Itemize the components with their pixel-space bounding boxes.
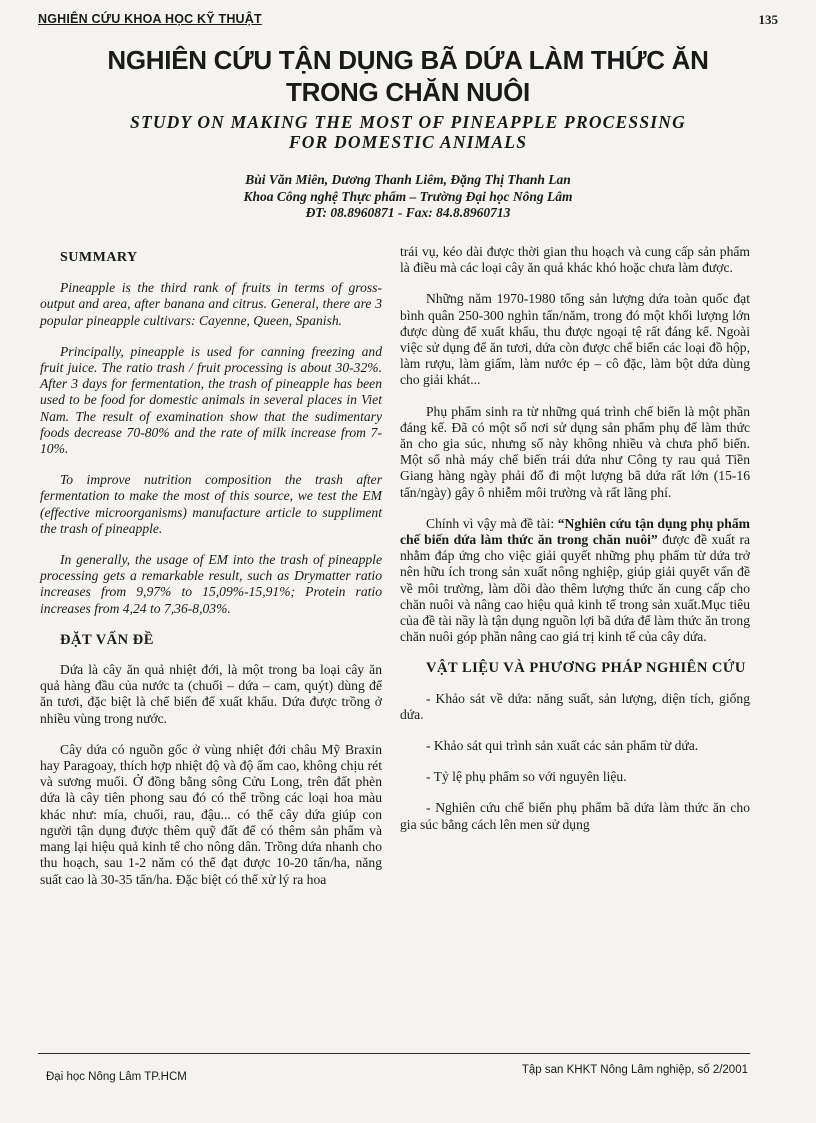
title-english-line-1: STUDY ON MAKING THE MOST OF PINEAPPLE PROCESSING (130, 112, 686, 132)
topic-rest: được đề xuất ra nhằm đáp ứng cho việc giải quyết những phụ phẩm từ dứa trở nên hữu ích trong sản xuất nông nghiệp, giúp giải quyết vấn đề về môi trường, làm dồi dào thêm lượng thức ăn cung cấp cho chăn nuôi và nâng cao hiệu quả kinh tế trong sản xuất.Mục tiêu của đề tài nầy là tận dụng nguồn lợi bã dứa để làm thức ăn trong chăn nuôi góp phần nâng cao giá trị kinh tế của cây dứa. (400, 532, 750, 645)
intro-continuation: trái vụ, kéo dài được thời gian thu hoạch và cung cấp sản phẩm là điều mà các loại cây ăn quả khác khó hoặc chưa làm được. (400, 244, 750, 276)
title-vietnamese (30, 44, 786, 108)
footer-rule (38, 1053, 750, 1054)
intro-paragraph: Dứa là cây ăn quả nhiệt đới, là một trong ba loại cây ăn quả hàng đầu của nước ta (chuối – dứa – cam, quýt) dùng để ăn tươi, đặc biệt là chế biến để xuất khẩu. Dứa được trồng ở nhiều vùng trong nước. (40, 662, 382, 726)
summary-paragraph: To improve nutrition composition the trash after fermentation to make the most of this source, we test the EM (effective microorganisms) manufacture article to suppliment the trash of pineapple. (40, 472, 382, 536)
byline (60, 172, 756, 222)
methods-item: - Khảo sát qui trình sản xuất các sản phẩm từ dứa. (426, 738, 699, 754)
summary-heading: SUMMARY (60, 250, 138, 265)
methods-heading: VẬT LIỆU VÀ PHƯƠNG PHÁP NGHIÊN CỨU (426, 660, 746, 677)
title-english (30, 112, 786, 152)
intro-paragraph: Những năm 1970-1980 tổng sản lượng dứa toàn quốc đạt bình quân 250-300 nghìn tấn/năm, trong đó một khối lượng lớn được dùng để xuất khẩu, thu được ngoại tệ rất đáng kể. Ngoài việc sử dụng để ăn tươi, dứa còn được chế biến các loại đồ hộp, làm rượu, làm giấm, làm nước ép – cô đặc, làm bột dứa dùng cho giải khát... (400, 291, 750, 388)
right-column (400, 244, 750, 848)
methods-item: - Nghiên cứu chế biến phụ phẩm bã dứa làm thức ăn cho gia súc bằng cách lên men sử dụng (400, 800, 750, 832)
contact-info: ĐT: 08.8960871 - Fax: 84.8.8960713 (305, 205, 511, 220)
footer-institution: Đại học Nông Lâm TP.HCM (46, 1071, 187, 1083)
summary-paragraph: In generally, the usage of EM into the trash of pineapple processing gets a remarkable result, such as Drymatter ratio increases from 9,97% to 15,09%-15,91%; Protein ratio increases from 4,24 to 7,36-8,03%. (40, 552, 382, 616)
summary-paragraph: Principally, pineapple is used for canning freezing and fruit juice. The ratio trash / fruit processing is about 30-32%. After 3 days for fermentation, the trash of pineapple has been used to be food for domestic animals in several places in Viet Nam. The result of examination show that the sudimentary foods decrease 70-80% and the rate of milk increase from 7-10%. (40, 343, 382, 457)
summary-paragraph: Pineapple is the third rank of fruits in terms of gross-output and area, after banana and citrus. General, there are 3 popular pineapple cultivars: Cayenne, Queen, Spanish. (40, 280, 382, 328)
left-column (40, 244, 382, 903)
running-head (38, 10, 778, 30)
journal-section-name: NGHIÊN CỨU KHOA HỌC KỸ THUẬT (38, 12, 262, 26)
topic-title: “Nghiên cứu tận dụng phụ phẩm chế biến dứa làm thức ăn trong chăn nuôi” (400, 515, 750, 548)
authors: Bùi Văn Miên, Dương Thanh Liêm, Đặng Thị Thanh Lan (245, 172, 571, 187)
title-vietnamese-line-1: NGHIÊN CỨU TẬN DỤNG BÃ DỨA LÀM THỨC ĂN (107, 45, 709, 75)
summary-body (40, 280, 382, 617)
topic-lead: Chính vì vậy mà đề tài: (426, 515, 558, 531)
intro-paragraph: Cây dứa có nguồn gốc ở vùng nhiệt đới châu Mỹ Braxin hay Paragoay, thích hợp nhiệt độ và độ ẩm cao, không chịu rét và sương muối. Ở đồng bằng sông Cửu Long, trên đất phèn dứa là cây tiên phong sau đó có thể trồng các loại hoa màu khác như: mía, chuối, rau, đậu... có thể cây dứa giúp con người tận dụng được thêm quỹ đất để có thêm sản phẩm và mang lại hiệu quả kinh tế cho nông dân. Trồng dứa nhanh cho thu hoạch, sau 1-2 năm có thể đạt được 10-20 tấn/ha, năng suất cao là 30-35 tấn/ha. Đặc biệt có thể xử lý ra hoa (40, 741, 382, 887)
topic-paragraph (400, 516, 750, 646)
footer-journal: Tập san KHKT Nông Lâm nghiệp, số 2/2001 (521, 1064, 748, 1076)
intro-heading: ĐẶT VẤN ĐỀ (60, 631, 154, 648)
page-number: 135 (758, 12, 778, 27)
methods-item: - Tỷ lệ phụ phẩm so với nguyên liệu. (426, 769, 627, 785)
intro-paragraph: Phụ phẩm sinh ra từ những quá trình chế biến là một phần đáng kể. Đã có một số nơi sử dụng sản phẩm phụ để làm thức ăn cho gia súc, nhưng số này không nhiều và chưa phổ biến. Một số nhà máy chế biến trái dứa như Công ty rau quả Tiền Giang hàng ngày phải đổ đi một lượng bã dứa rất lớn (15-16 tấn/ngày) gây ô nhiễm môi trường và rất lãng phí. (400, 403, 750, 500)
affiliation: Khoa Công nghệ Thực phẩm – Trường Đại học Nông Lâm (243, 188, 573, 204)
methods-item: - Khảo sát về dứa: năng suất, sản lượng, diện tích, giống dứa. (400, 690, 750, 722)
title-vietnamese-line-2: TRONG CHĂN NUÔI (286, 77, 530, 107)
title-english-line-2: FOR DOMESTIC ANIMALS (288, 132, 528, 152)
